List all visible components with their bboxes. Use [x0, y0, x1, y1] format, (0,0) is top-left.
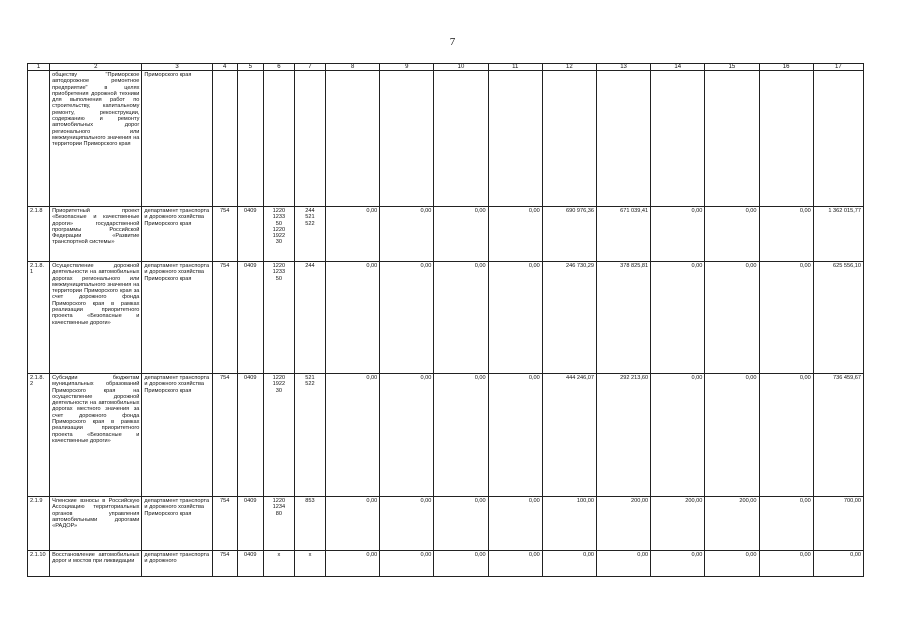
cell-total: 0,00 — [813, 551, 863, 577]
cell-value: 200,00 — [651, 497, 705, 551]
row-number: 2.1.9 — [28, 497, 50, 551]
header-cell: 7 — [294, 64, 325, 71]
cell-value: 671 039,41 — [596, 207, 650, 262]
cell-section: 0409 — [237, 374, 263, 497]
row-description: Восстановление автомобильных дорог и мостов при ликвидации — [50, 551, 142, 577]
row-description: Приоритетный проект «Безопасные и качественные дороги» государственной программы Российской Федерации «Развитие транспортной системы» — [50, 207, 142, 262]
header-cell: 6 — [263, 64, 294, 71]
cell-grbs: 754 — [212, 374, 237, 497]
cell-grbs: 754 — [212, 207, 237, 262]
table-row — [28, 262, 864, 374]
page-number: 7 — [449, 36, 456, 48]
cell-section: 0409 — [237, 551, 263, 577]
cell-value: 0,00 — [705, 551, 759, 577]
cell-value: 0,00 — [434, 551, 488, 577]
cell-value: 0,00 — [759, 262, 813, 374]
row-executor: департамент транспорта и дорожного хозяйства Приморского края — [142, 207, 212, 262]
cell-section: 0409 — [237, 497, 263, 551]
cell-value: 0,00 — [380, 207, 434, 262]
cell-value: 0,00 — [705, 374, 759, 497]
row-executor: департамент транспорта и дорожного — [142, 551, 212, 577]
header-cell: 16 — [759, 64, 813, 71]
cell-value: 0,00 — [380, 551, 434, 577]
cell-value: 0,00 — [759, 207, 813, 262]
cell-value: 0,00 — [380, 262, 434, 374]
cell-section: 0409 — [237, 207, 263, 262]
header-cell: 13 — [596, 64, 650, 71]
header-row — [28, 64, 864, 71]
cell-value: 0,00 — [326, 497, 380, 551]
cell-value: 0,00 — [488, 551, 542, 577]
cell-target-code: 1220 1922 30 — [263, 374, 294, 497]
row-description: обществу "Приморское автодорожное ремонтное предприятие" в целях приобретения дорожной техники для выполнения работ по строительству, капитальному ремонту, реконструкции, содержанию и ремонту автомобильных дорог регионального или межмуниципального значения на территории Приморского края — [50, 71, 142, 207]
row-description: Членские взносы в Российскую Ассоциацию территориальных органов управления автомобильными дорогами «РАДОР» — [50, 497, 142, 551]
cell-value: 0,00 — [326, 207, 380, 262]
cell-value: 292 213,60 — [596, 374, 650, 497]
cell-expense-type: 244 — [294, 262, 325, 374]
cell-value: 0,00 — [542, 551, 596, 577]
cell-value: 246 730,29 — [542, 262, 596, 374]
cell-expense-type: 244 521 522 — [294, 207, 325, 262]
cell-value: 0,00 — [705, 207, 759, 262]
cell-total: 700,00 — [813, 497, 863, 551]
cell-value: 378 825,81 — [596, 262, 650, 374]
cell-value: 0,00 — [380, 497, 434, 551]
cell-total: 625 556,10 — [813, 262, 863, 374]
cell-value: 0,00 — [434, 207, 488, 262]
cell-value: 200,00 — [596, 497, 650, 551]
cell-target-code: x — [263, 551, 294, 577]
cell-value: 0,00 — [326, 262, 380, 374]
cell-value: 0,00 — [651, 262, 705, 374]
cell-total: 736 459,67 — [813, 374, 863, 497]
header-cell: 3 — [142, 64, 212, 71]
cell-target-code: 1220 1233 50 1220 1922 30 — [263, 207, 294, 262]
cell-total: 1 362 015,77 — [813, 207, 863, 262]
cell-value: 0,00 — [488, 207, 542, 262]
header-cell: 8 — [326, 64, 380, 71]
cell-value: 690 976,36 — [542, 207, 596, 262]
cell-section — [237, 71, 263, 207]
cell-value: 0,00 — [488, 497, 542, 551]
row-executor: департамент транспорта и дорожного хозяйства Приморского края — [142, 497, 212, 551]
budget-table — [27, 63, 864, 577]
table-row — [28, 551, 864, 577]
table-row — [28, 374, 864, 497]
cell-value: 0,00 — [434, 262, 488, 374]
cell-value: 0,00 — [434, 374, 488, 497]
cell-value: 0,00 — [380, 374, 434, 497]
row-number: 2.1.8.1 — [28, 262, 50, 374]
cell-value — [380, 71, 434, 207]
header-cell: 2 — [50, 64, 142, 71]
cell-value: 0,00 — [759, 497, 813, 551]
cell-value: 0,00 — [759, 551, 813, 577]
row-executor: Приморского края — [142, 71, 212, 207]
cell-value — [705, 71, 759, 207]
cell-grbs: 754 — [212, 262, 237, 374]
header-cell: 14 — [651, 64, 705, 71]
header-cell: 1 — [28, 64, 50, 71]
row-executor: департамент транспорта и дорожного хозяйства Приморского края — [142, 262, 212, 374]
cell-value: 0,00 — [326, 374, 380, 497]
cell-value: 0,00 — [488, 262, 542, 374]
cell-value — [488, 71, 542, 207]
cell-grbs: 754 — [212, 551, 237, 577]
cell-value: 0,00 — [759, 374, 813, 497]
cell-expense-type: 521 522 — [294, 374, 325, 497]
cell-target-code: 1220 1234 80 — [263, 497, 294, 551]
header-cell: 12 — [542, 64, 596, 71]
cell-target-code: 1220 1233 50 — [263, 262, 294, 374]
cell-value — [326, 71, 380, 207]
cell-total — [813, 71, 863, 207]
cell-value: 0,00 — [651, 551, 705, 577]
header-cell: 15 — [705, 64, 759, 71]
header-cell: 11 — [488, 64, 542, 71]
cell-value — [434, 71, 488, 207]
row-executor: департамент транспорта и дорожного хозяйства Приморского края — [142, 374, 212, 497]
cell-value: 0,00 — [596, 551, 650, 577]
table-row — [28, 497, 864, 551]
cell-value: 100,00 — [542, 497, 596, 551]
cell-value: 0,00 — [326, 551, 380, 577]
cell-expense-type: 853 — [294, 497, 325, 551]
cell-expense-type — [294, 71, 325, 207]
cell-value: 0,00 — [651, 374, 705, 497]
cell-expense-type: x — [294, 551, 325, 577]
cell-section: 0409 — [237, 262, 263, 374]
cell-value: 0,00 — [705, 262, 759, 374]
row-description: Осуществление дорожной деятельности на автомобильных дорогах регионального или межмуниципального значения на территории Приморского края за счет дорожного фонда Приморского края в рамках реализации приоритетного проекта «Безопасные и качественные дороги» — [50, 262, 142, 374]
cell-grbs: 754 — [212, 497, 237, 551]
table-row — [28, 207, 864, 262]
header-cell: 4 — [212, 64, 237, 71]
cell-value: 0,00 — [651, 207, 705, 262]
header-cell: 5 — [237, 64, 263, 71]
cell-grbs — [212, 71, 237, 207]
cell-value — [759, 71, 813, 207]
header-cell: 9 — [380, 64, 434, 71]
cell-value: 0,00 — [488, 374, 542, 497]
row-number: 2.1.8 — [28, 207, 50, 262]
cell-value — [542, 71, 596, 207]
row-number: 2.1.10 — [28, 551, 50, 577]
cell-value: 0,00 — [434, 497, 488, 551]
cell-value — [651, 71, 705, 207]
cell-target-code — [263, 71, 294, 207]
header-cell: 17 — [813, 64, 863, 71]
header-cell: 10 — [434, 64, 488, 71]
cell-value: 444 246,07 — [542, 374, 596, 497]
row-description: Субсидии бюджетам муниципальных образований Приморского края на осуществление дорожной деятельности на автомобильных дорогах местного значения за счет дорожного фонда Приморского края в рамках реализации приоритетного проекта «Безопасные и качественные дороги» — [50, 374, 142, 497]
row-number — [28, 71, 50, 207]
row-number: 2.1.8.2 — [28, 374, 50, 497]
cell-value: 200,00 — [705, 497, 759, 551]
cell-value — [596, 71, 650, 207]
table-row — [28, 71, 864, 207]
